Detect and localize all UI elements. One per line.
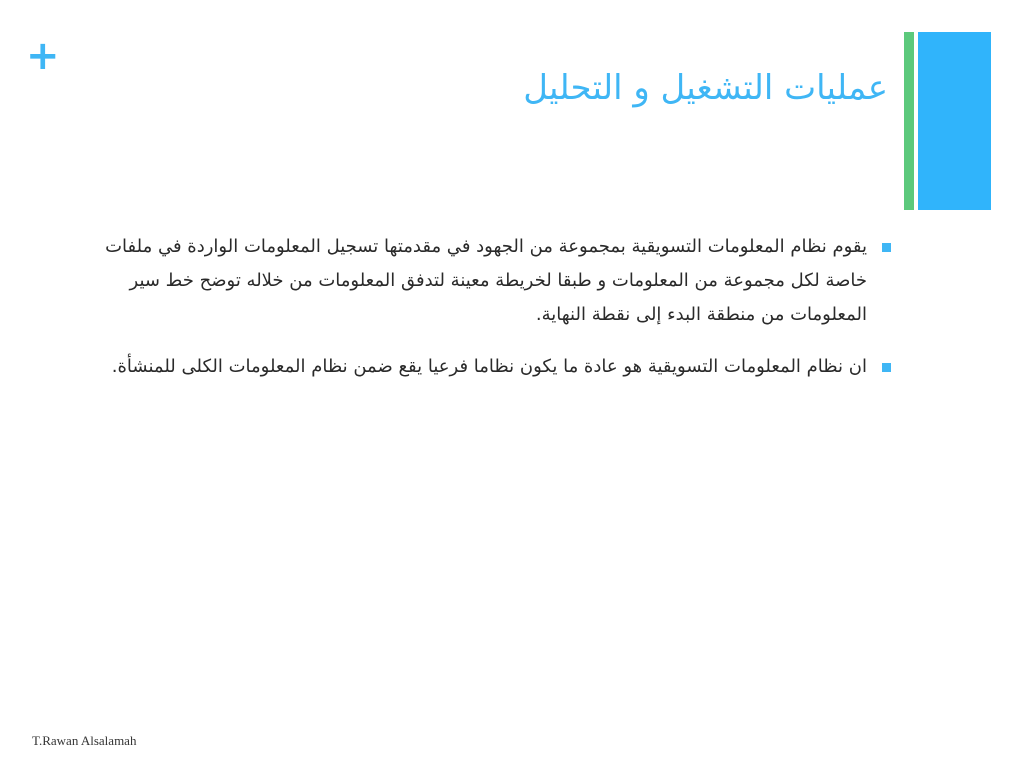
square-bullet-icon <box>882 243 891 252</box>
bullet-item <box>81 230 891 332</box>
bullet-text: ان نظام المعلومات التسويقية هو عادة ما يكون نظاما فرعيا يقع ضمن نظام المعلومات الكلى للمنشأة. <box>111 356 867 377</box>
bullet-text: يقوم نظام المعلومات التسويقية بمجموعة من الجهود في مقدمتها تسجيل المعلومات الواردة في ملفات خاصة لكل مجموعة من المعلومات و طبقا لخريطة معينة لتدفق المعلومات من خلاله توضح خط سير المعلومات من منطقة البدء إلى نقطة النهاية. <box>105 236 867 325</box>
plus-icon: + <box>26 33 60 79</box>
accent-blue-block <box>918 32 991 210</box>
bullet-item <box>81 350 891 384</box>
footer-author: T.Rawan Alsalamah <box>32 733 137 748</box>
square-bullet-icon <box>882 363 891 372</box>
slide-title: عمليات التشغيل و التحليل <box>523 68 888 108</box>
bullet-list <box>81 230 891 402</box>
accent-green-bar <box>904 32 914 210</box>
